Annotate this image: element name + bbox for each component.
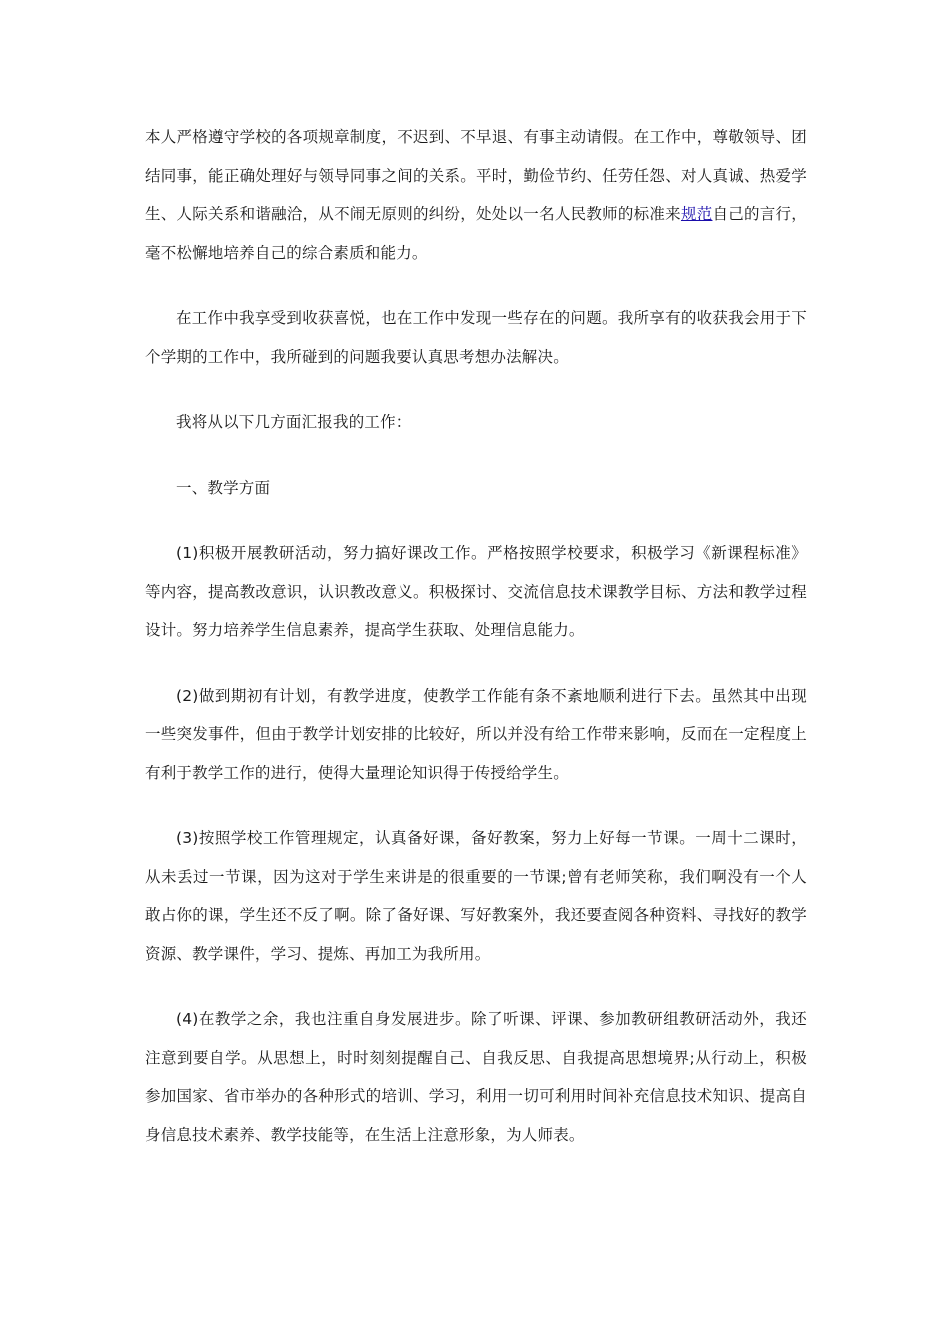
paragraph-conduct — [145, 118, 807, 272]
paragraph-harvest: 在工作中我享受到收获喜悦，也在工作中发现一些存在的问题。我所享有的收获我会用于下个学期的工作中，我所碰到的问题我要认真思考想办法解决。 — [145, 309, 807, 366]
section-heading-teaching: 一、教学方面 — [176, 478, 271, 497]
document-body — [145, 118, 807, 1181]
list-item-2: (2)做到期初有计划，有教学进度，使教学工作能有条不紊地顺利进行下去。虽然其中出现一些突发事件，但由于教学计划安排的比较好，所以并没有给工作带来影响，反而在一定程度上有利于教学工作的进行，使得大量理论知识得于传授给学生。 — [145, 686, 807, 782]
list-item-3: (3)按照学校工作管理规定，认真备好课，备好教案，努力上好每一节课。一周十二课时，从未丢过一节课，因为这对于学生来讲是的很重要的一节课;曾有老师笑称，我们啊没有一个人敢占你的课，学生还不反了啊。除了备好课、写好教案外，我还要查阅各种资料、寻找好的教学资源、教学课件，学习、提炼、再加工为我所用。 — [145, 829, 807, 963]
paragraph-intro: 我将从以下几方面汇报我的工作： — [176, 413, 412, 431]
link-guifan[interactable]: 规范 — [680, 205, 713, 223]
list-item-4: (4)在教学之余，我也注重自身发展进步。除了听课、评课、参加教研组教研活动外，我还注意到要自学。从思想上，时时刻刻提醒自己、自我反思、自我提高思想境界;从行动上，积极参加国家、省市举办的各种形式的培训、学习，利用一切可利用时间补充信息技术知识、提高自身信息技术素养、教学技能等，在生活上注意形象，为人师表。 — [145, 1010, 807, 1144]
list-item-1: (1)积极开展教研活动，努力搞好课改工作。严格按照学校要求，积极学习《新课程标准》等内容，提高教改意识，认识教改意义。积极探讨、交流信息技术课教学目标、方法和教学过程设计。努力培养学生信息素养，提高学生获取、处理信息能力。 — [145, 544, 807, 639]
paragraph-conduct-text-after: 自己的言行，毫不松懈地培养自己的综合素质和能力。 — [145, 205, 807, 262]
paragraph-conduct-text-before: 本人严格遵守学校的各项规章制度，不迟到、不早退、有事主动请假。在工作中，尊敬领导、团结同事，能正确处理好与领导同事之间的关系。平时，勤俭节约、任劳任怨、对人真诚、热爱学生、人际关系和谐融洽，从不闹无原则的纠纷，处处以一名人民教师的标准来 — [145, 128, 807, 223]
